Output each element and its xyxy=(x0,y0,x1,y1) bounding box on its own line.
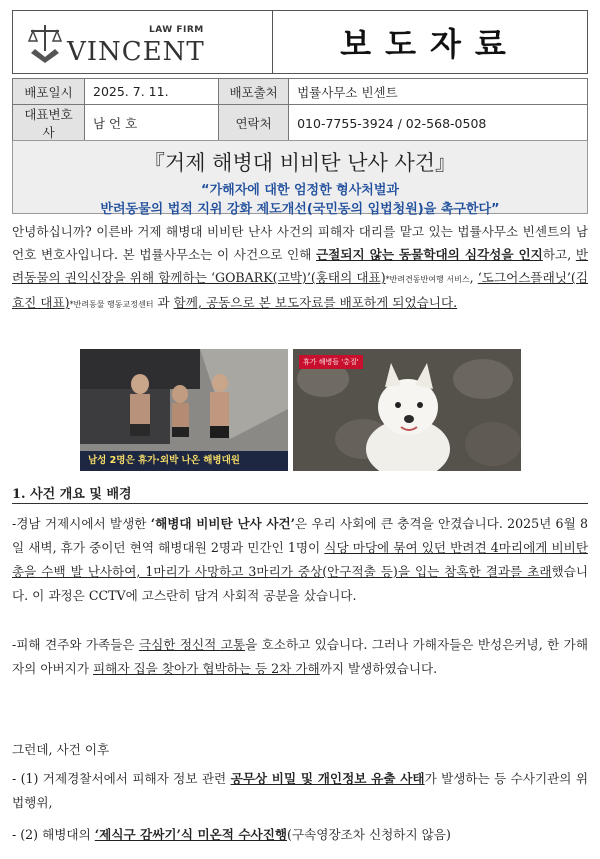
distress-emphasis: 극심한 정신적 고통 xyxy=(138,637,246,652)
case-subtitle xyxy=(13,181,587,219)
intro-text: , xyxy=(469,270,478,285)
intro-note: *반려동물 행동교정센터 xyxy=(69,300,154,309)
para-text: 까지 발생하였습니다. xyxy=(319,661,438,676)
secondary-harm-emphasis: 피해자 집을 찾아가 협박하는 등 2차 가해 xyxy=(93,661,320,676)
leak-emphasis: 공무상 비밀 및 개인정보 유출 사태 xyxy=(230,771,425,786)
date-label: 배포일시 xyxy=(13,79,85,105)
intro-text: 안녕하십니까? 이른바 거제 해병대 비비탄 난사 사건의 피해자 대리를 맡고 있는 법률사무소 빈센트의 남언호 변호사입니다. 본 법률사무소는 이 사건으로 인해 xyxy=(12,224,588,262)
firm-logo xyxy=(13,11,273,73)
case-name-emphasis: ‘해병대 비비탄 난사 사건’ xyxy=(150,516,296,531)
law-firm-label: LAW FIRM xyxy=(149,25,204,35)
meta-table xyxy=(12,78,588,142)
para-text: 을 호소하고 있습니다. 그러나 가해자들은 반성은커녕, 한 가해자의 아버지가 xyxy=(12,637,588,676)
press-header xyxy=(12,10,588,74)
marine-issue-item xyxy=(12,823,588,847)
para-text: -경남 거제시에서 발생한 xyxy=(12,516,151,531)
intro-partner-gobark: 반려동물의 권익신장을 위해 함께하는 ‘GOBARK(고박)’(홍태의 대표) xyxy=(12,247,588,285)
intro-emphasis: 근절되지 않는 동물학대의 심각성을 인지 xyxy=(316,247,543,262)
contact-label: 연락처 xyxy=(219,105,289,142)
para-text: -피해 견주와 가족들은 xyxy=(12,637,139,652)
section-heading: 1. 사건 개요 및 배경 xyxy=(12,487,132,502)
para-text: - (1) 거제경찰서에서 피해자 정보 관련 xyxy=(12,771,231,786)
para-text: 했습니다. 이 과정은 CCTV에 고스란히 담겨 사회적 공분을 샀습니다. xyxy=(12,564,588,603)
scales-of-justice-icon xyxy=(27,21,63,65)
para-text: (구속영장조차 신청하지 않음) xyxy=(287,827,451,842)
dog-photo xyxy=(293,349,521,471)
overview-paragraph xyxy=(12,512,588,608)
photo-caption: 남성 2명은 휴가·외박 나온 해병대원 xyxy=(80,451,288,471)
section-divider xyxy=(12,503,588,504)
doc-title: 보도자료 xyxy=(340,25,520,63)
para-text: 은 우리 사회에 큰 충격을 안겼습니다. 2025년 6월 8일 새벽, 휴가 중이던 현역 해병대원 2명과 민간인 1명이 xyxy=(12,516,589,555)
intro-paragraph xyxy=(12,220,588,316)
source-label: 배포출처 xyxy=(219,79,289,105)
subtitle-line-2: 반려동물의 법적 지위 강화 제도개선(국민동의 입법청원)을 촉구한다” xyxy=(100,202,500,217)
date-value: 2025. 7. 11. xyxy=(85,79,219,105)
contact-value: 010-7755-3924 / 02-568-0508 xyxy=(289,105,588,142)
news-badge: 휴가 해병들 '총질' xyxy=(299,355,363,369)
victim-paragraph xyxy=(12,633,588,681)
incident-description: 식당 마당에 묶여 있던 반려견 4마리에게 비비탄 총을 수백 발 난사하여, 1마리가 사망하고 3마리가 중상(안구적출 등)을 입는 참혹한 결과를 초래 xyxy=(12,540,588,579)
rep-label: 대표변호사 xyxy=(13,105,85,142)
intro-closing: 함께, 공동으로 본 보도자료를 배포하게 되었습니다. xyxy=(173,295,458,310)
para-text: 가 발생하는 등 수사기관의 위법행위, xyxy=(12,771,588,810)
firm-name: VINCENT xyxy=(67,37,205,67)
lenient-investigation-emphasis: ‘제식구 감싸기’식 미온적 수사진행 xyxy=(94,827,288,842)
intro-text: 과 xyxy=(153,295,174,310)
transition-paragraph: 그런데, 사건 이후 xyxy=(12,742,110,757)
rep-value: 남 언 호 xyxy=(85,105,219,142)
intro-partner-dogearth: ‘도그어스플래닛’(김효진 대표) xyxy=(12,270,588,310)
source-value: 법률사무소 빈센트 xyxy=(289,79,588,105)
para-text: - (2) 해병대의 xyxy=(12,827,95,842)
cctv-photo xyxy=(80,349,288,471)
subtitle-line-1: “가해자에 대한 엄정한 형사처벌과 xyxy=(201,183,399,198)
police-issue-item xyxy=(12,767,588,815)
intro-text: 하고, xyxy=(542,247,576,262)
case-title: 『거제 해병대 비비탄 난사 사건』 xyxy=(143,151,457,175)
intro-note: *반려견동반여행 서비스 xyxy=(385,275,470,284)
title-box xyxy=(12,140,588,217)
